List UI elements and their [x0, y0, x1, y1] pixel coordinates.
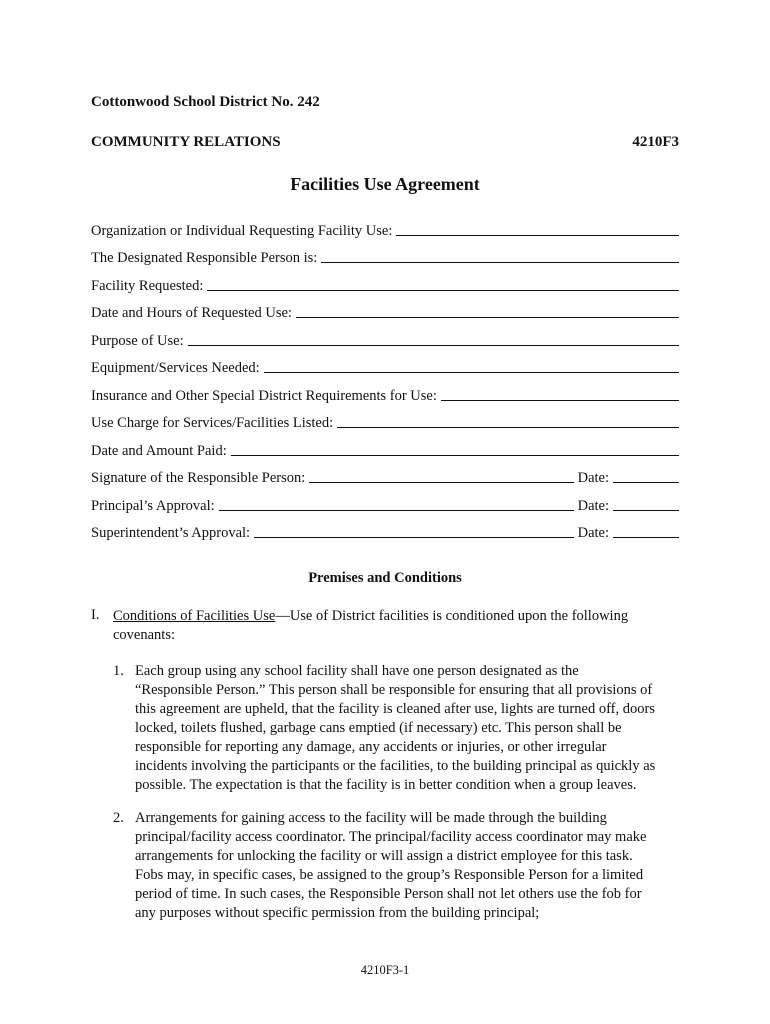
form-field-row	[91, 295, 679, 323]
list-item-number: 1.	[113, 663, 124, 679]
field-label: Purpose of Use:	[91, 332, 184, 349]
district-name: Cottonwood School District No. 242	[91, 94, 320, 110]
list-item-text	[135, 662, 681, 795]
field-blank-line[interactable]	[264, 371, 679, 373]
form-field-row	[91, 432, 679, 460]
paragraph-line: arrangements for unlocking the facility or will assign a district employee for this task.	[135, 848, 633, 864]
form-field-row	[91, 350, 679, 378]
form-fields	[91, 212, 679, 542]
field-label: Insurance and Other Special District Requirements for Use:	[91, 387, 437, 404]
field-label: Date and Hours of Requested Use:	[91, 305, 292, 321]
list-item-number: 2.	[113, 810, 124, 826]
field-blank-line[interactable]	[188, 344, 679, 346]
form-field-row	[91, 322, 679, 350]
paragraph-line: principal/facility access coordinator. The principal/facility access coordinator may make	[135, 829, 647, 845]
page-title: Facilities Use Agreement	[290, 174, 480, 194]
section-heading: Conditions of Facilities Use	[113, 608, 276, 624]
field-blank-line[interactable]	[321, 261, 679, 263]
page-footer: 4210F3-1	[360, 963, 410, 977]
form-field-row	[91, 267, 679, 295]
section-text-line-2: covenants:	[113, 627, 176, 643]
field-label: Use Charge for Services/Facilities Listed:	[91, 415, 334, 431]
paragraph-line: responsible for reporting any damage, any accidents or injuries, or other irregular	[135, 739, 607, 755]
field-label: Signature of the Responsible Person:	[91, 470, 306, 486]
paragraph-line: incidents involving the participants or the facilities, to the building principal as quickly as	[135, 758, 656, 774]
field-blank-line[interactable]	[231, 454, 679, 456]
field-blank-line[interactable]	[254, 536, 574, 538]
field-label: Facility Requested:	[91, 277, 204, 294]
date-blank-line[interactable]	[613, 509, 679, 511]
form-field-row	[91, 487, 679, 515]
form-field-row	[91, 240, 679, 268]
field-label: Superintendent’s Approval:	[91, 525, 251, 541]
paragraph-line: this agreement are upheld, that the facility is cleaned after use, lights are turned off, doors	[135, 701, 655, 717]
paragraph-line: “Responsible Person.” This person shall be responsible for ensuring that all provisions of	[135, 682, 653, 698]
premises-heading: Premises and Conditions	[308, 570, 462, 586]
paragraph-line: period of time. In such cases, the Responsible Person shall not let others use the fob for	[135, 886, 642, 902]
field-label: The Designated Responsible Person is:	[91, 250, 318, 266]
date-label: Date:	[577, 525, 609, 541]
date-blank-line[interactable]	[613, 536, 679, 538]
section-name: COMMUNITY RELATIONS	[91, 134, 281, 150]
policy-code: 4210F3	[632, 134, 679, 150]
field-label: Equipment/Services Needed:	[91, 360, 260, 376]
date-label: Date:	[577, 470, 609, 486]
form-field-row	[91, 377, 679, 405]
list-item-text	[135, 809, 681, 923]
field-blank-line[interactable]	[219, 509, 574, 511]
section-1	[113, 607, 673, 645]
field-blank-line[interactable]	[337, 426, 679, 428]
field-label: Organization or Individual Requesting Facility Use:	[91, 222, 393, 239]
field-blank-line[interactable]	[296, 316, 679, 318]
paragraph-line: any purposes without specific permission from the building principal;	[135, 905, 540, 921]
field-blank-line[interactable]	[207, 289, 679, 291]
date-label: Date:	[577, 497, 609, 514]
paragraph-line: Arrangements for gaining access to the facility will be made through the building	[135, 810, 607, 826]
paragraph-line: Fobs may, in specific cases, be assigned to the group’s Responsible Person for a limited	[135, 867, 644, 883]
form-field-row	[91, 460, 679, 488]
field-blank-line[interactable]	[441, 399, 679, 401]
paragraph-line: possible. The expectation is that the facility is in better condition when a group leaves.	[135, 777, 637, 793]
paragraph-line: Each group using any school facility shall have one person designated as the	[135, 663, 579, 679]
section-text-line-1: —Use of District facilities is conditioned upon the following	[275, 608, 629, 624]
form-field-row	[91, 515, 679, 543]
field-blank-line[interactable]	[309, 481, 573, 483]
field-blank-line[interactable]	[396, 234, 679, 236]
field-label: Date and Amount Paid:	[91, 442, 227, 459]
date-blank-line[interactable]	[613, 481, 679, 483]
form-field-row	[91, 405, 679, 433]
paragraph-line: locked, toilets flushed, garbage cans emptied (if necessary) etc. This person shall be	[135, 720, 622, 736]
field-label: Principal’s Approval:	[91, 497, 215, 514]
form-field-row	[91, 212, 679, 240]
section-numeral: I.	[91, 607, 100, 623]
